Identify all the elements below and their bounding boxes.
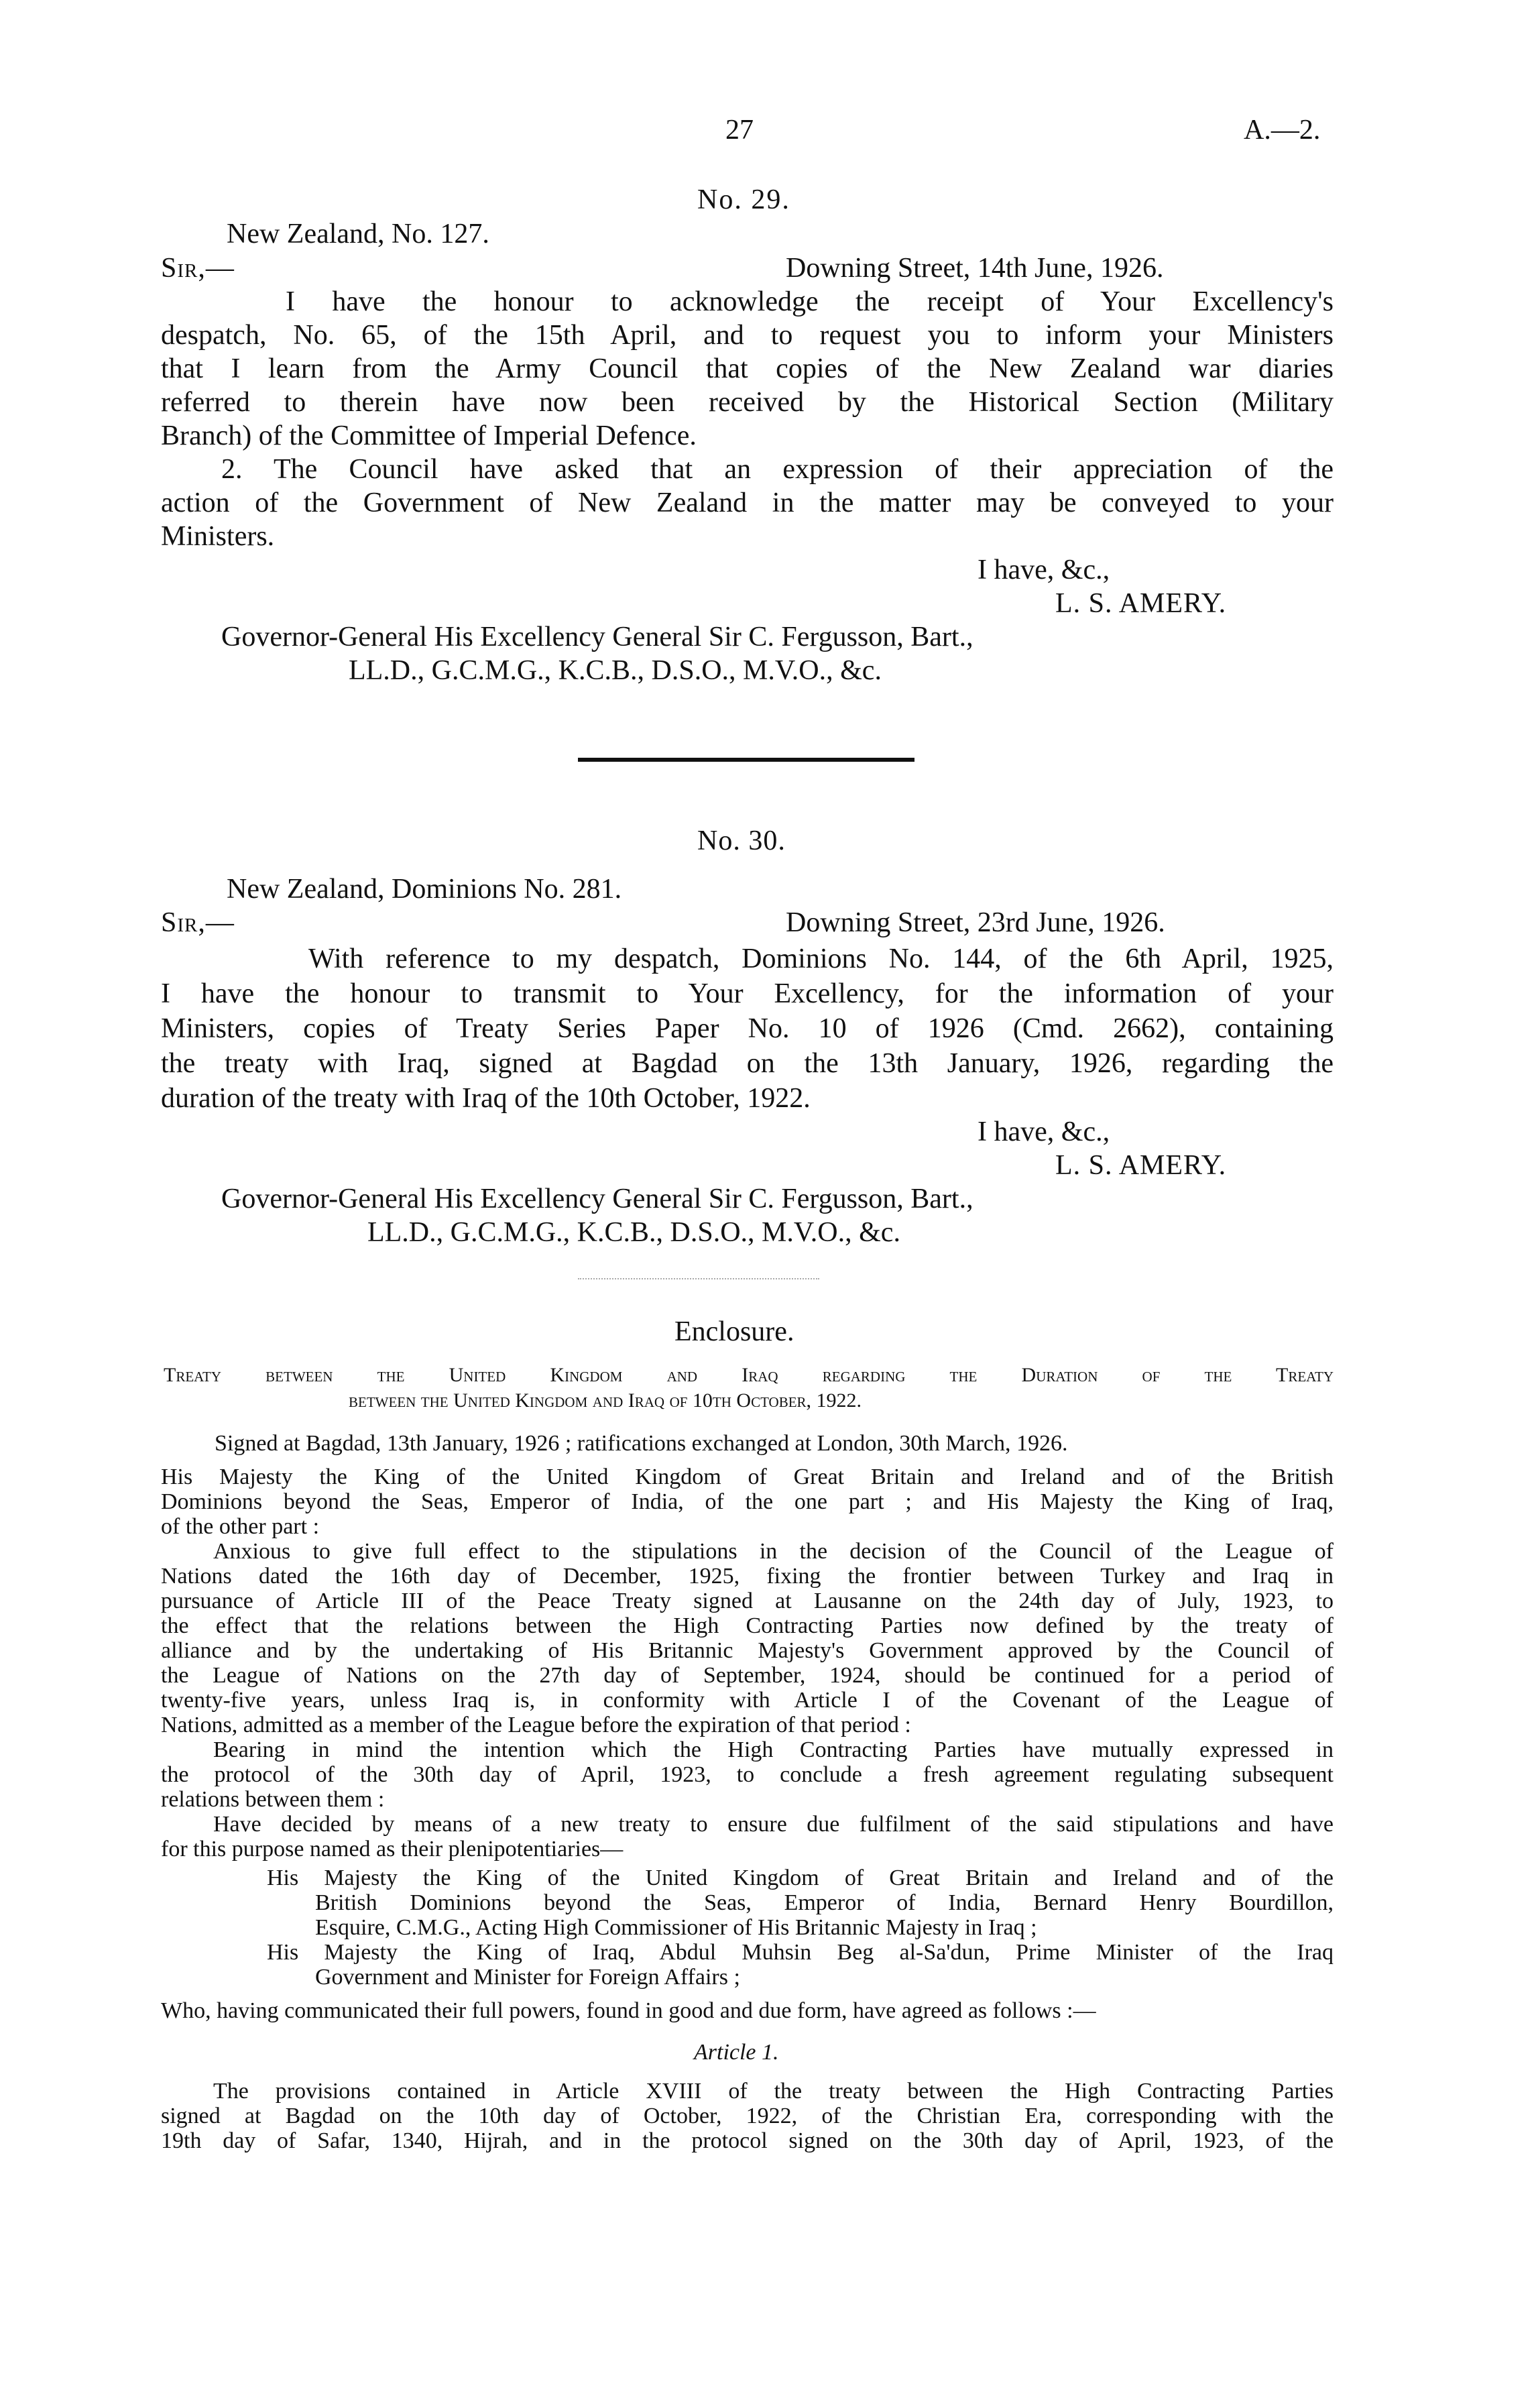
despatch-29-place-date: Downing Street, 14th June, 1926. <box>786 253 1164 284</box>
treaty-anxious-line: alliance and by the undertaking of His Britannic Majesty's Government approved by the Council of <box>161 1638 1334 1663</box>
treaty-anxious-line: pursuance of Article III of the Peace Treaty signed at Lausanne on the 24th day of July, 1923, to <box>161 1589 1334 1613</box>
section-divider <box>578 758 914 762</box>
treaty-anxious-line: Nations, admitted as a member of the League before the expiration of that period : <box>161 1713 911 1737</box>
despatch-29-para1-line: I have the honour to acknowledge the receipt of Your Excellency's <box>286 286 1334 317</box>
despatch-29-signature: L. S. AMERY. <box>1055 588 1227 619</box>
enclosure-heading: Enclosure. <box>674 1316 794 1347</box>
despatch-29-closing: I have, &c., <box>978 555 1110 585</box>
despatch-30-para1-line: the treaty with Iraq, signed at Bagdad on the 13th January, 1926, regarding the <box>161 1048 1334 1079</box>
despatch-29-recipient-line: LL.D., G.C.M.G., K.C.B., D.S.O., M.V.O., &c. <box>349 655 882 686</box>
treaty-title-line: Treaty between the United Kingdom and Iraq regarding the Duration of the Treaty <box>164 1364 1334 1386</box>
plenipotentiary-1-line: British Dominions beyond the Seas, Emperor of India, Bernard Henry Bourdillon, <box>315 1890 1334 1915</box>
article-text-line: 19th day of Safar, 1340, Hijrah, and in the protocol signed on the 30th day of April, 1923, of the <box>161 2128 1334 2153</box>
despatch-30-place-date: Downing Street, 23rd June, 1926. <box>786 907 1165 938</box>
plenipotentiary-1-line: His Majesty the King of the United Kingdom of Great Britain and Ireland and of the <box>267 1866 1334 1890</box>
treaty-preamble-line: His Majesty the King of the United Kingdom of Great Britain and Ireland and of the British <box>161 1465 1334 1489</box>
despatch-29-salutation: Sir,— <box>161 253 235 284</box>
treaty-who-line: Who, having communicated their full powers, found in good and due form, have agreed as follows :— <box>161 1998 1096 2023</box>
treaty-anxious-line: Nations dated the 16th day of December, 1925, fixing the frontier between Turkey and Iraq in <box>161 1564 1334 1589</box>
despatch-30-salutation: Sir,— <box>161 907 235 938</box>
treaty-bearing-line: relations between them : <box>161 1787 385 1812</box>
treaty-preamble-line: of the other part : <box>161 1514 320 1539</box>
despatch-30-para1-line: With reference to my despatch, Dominions No. 144, of the 6th April, 1925, <box>308 943 1334 974</box>
treaty-bearing-line: Bearing in mind the intention which the High Contracting Parties have mutually expressed in <box>213 1737 1334 1762</box>
despatch-30-recipient-line: LL.D., G.C.M.G., K.C.B., D.S.O., M.V.O., &c. <box>367 1217 900 1248</box>
plenipotentiary-2-line: Government and Minister for Foreign Affairs ; <box>315 1965 740 1990</box>
despatch-29-addressee: New Zealand, No. 127. <box>227 219 489 249</box>
article-text-line: signed at Bagdad on the 10th day of October, 1922, of the Christian Era, corresponding with the <box>161 2104 1334 2128</box>
despatch-29-recipient-line: Governor-General His Excellency General Sir C. Fergusson, Bart., <box>221 622 973 652</box>
despatch-29-para1-line: that I learn from the Army Council that copies of the New Zealand war diaries <box>161 353 1334 384</box>
document-reference: A.—2. <box>1244 115 1321 146</box>
plenipotentiary-2-line: His Majesty the King of Iraq, Abdul Muhsin Beg al-Sa'dun, Prime Minister of the Iraq <box>267 1940 1334 1965</box>
despatch-30-para1-line: I have the honour to transmit to Your Excellency, for the information of your <box>161 978 1334 1009</box>
despatch-30-title: No. 30. <box>697 825 786 856</box>
article-text-line: The provisions contained in Article XVIII of the treaty between the High Contracting Parties <box>213 2079 1334 2104</box>
treaty-decided-line: for this purpose named as their plenipotentiaries— <box>161 1837 624 1861</box>
despatch-30-addressee: New Zealand, Dominions No. 281. <box>227 874 622 905</box>
treaty-anxious-line: the League of Nations on the 27th day of September, 1924, should be continued for a period of <box>161 1663 1334 1688</box>
despatch-30-signature: L. S. AMERY. <box>1055 1150 1227 1181</box>
treaty-signed-line: Signed at Bagdad, 13th January, 1926 ; ratifications exchanged at London, 30th March, 1926. <box>215 1431 1068 1456</box>
despatch-30-closing: I have, &c., <box>978 1116 1110 1147</box>
article-heading: Article 1. <box>694 2040 779 2065</box>
treaty-anxious-line: twenty-five years, unless Iraq is, in conformity with Article I of the Covenant of the League of <box>161 1688 1334 1713</box>
despatch-29-para2-line: action of the Government of New Zealand in the matter may be conveyed to your <box>161 488 1334 518</box>
plenipotentiary-1-line: Esquire, C.M.G., Acting High Commissioner of His Britannic Majesty in Iraq ; <box>315 1915 1037 1940</box>
despatch-29-para2-line: Ministers. <box>161 521 275 552</box>
faint-divider <box>578 1278 819 1281</box>
despatch-30-para1-line: Ministers, copies of Treaty Series Paper No. 10 of 1926 (Cmd. 2662), containing <box>161 1013 1334 1044</box>
treaty-bearing-line: the protocol of the 30th day of April, 1923, to conclude a fresh agreement regulating subsequent <box>161 1762 1334 1787</box>
despatch-29-para1-line: Branch) of the Committee of Imperial Defence. <box>161 420 697 451</box>
treaty-title-line: between the United Kingdom and Iraq of 10th October, 1922. <box>349 1389 862 1412</box>
despatch-30-recipient-line: Governor-General His Excellency General Sir C. Fergusson, Bart., <box>221 1184 973 1214</box>
treaty-decided-line: Have decided by means of a new treaty to ensure due fulfilment of the said stipulations and have <box>213 1812 1334 1837</box>
despatch-29-para1-line: referred to therein have now been received by the Historical Section (Military <box>161 387 1334 418</box>
despatch-29-para2-line: 2. The Council have asked that an expression of their appreciation of the <box>221 454 1334 485</box>
treaty-preamble-line: Dominions beyond the Seas, Emperor of India, of the one part ; and His Majesty the King of Iraq, <box>161 1489 1334 1514</box>
despatch-29-para1-line: despatch, No. 65, of the 15th April, and to request you to inform your Ministers <box>161 320 1334 351</box>
page-number: 27 <box>725 115 754 146</box>
treaty-anxious-line: Anxious to give full effect to the stipulations in the decision of the Council of the League of <box>213 1539 1334 1564</box>
despatch-29-title: No. 29. <box>697 184 790 215</box>
despatch-30-para1-line: duration of the treaty with Iraq of the 10th October, 1922. <box>161 1083 811 1114</box>
treaty-anxious-line: the effect that the relations between the High Contracting Parties now defined by the treaty of <box>161 1613 1334 1638</box>
